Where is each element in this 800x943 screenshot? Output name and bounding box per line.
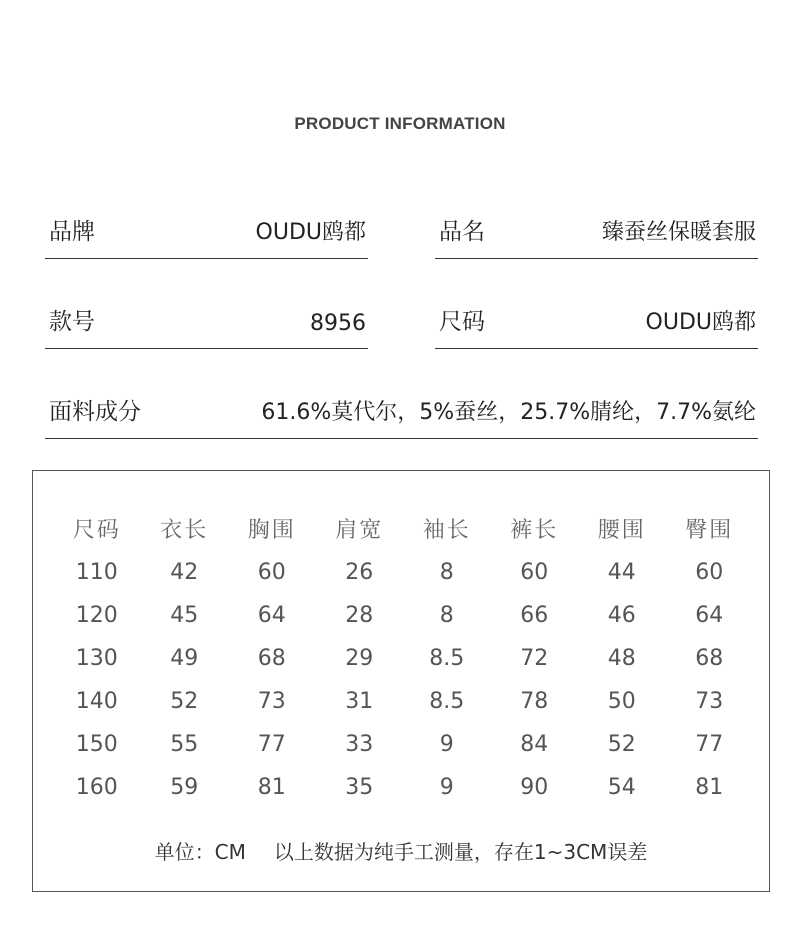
- model-value: 8956: [310, 311, 366, 336]
- fabric-row: [45, 380, 758, 439]
- table-cell: 130: [75, 646, 118, 671]
- table-cell: 68: [257, 646, 286, 671]
- measure-note: 以上数据为纯手工测量，存在1~3CM误差: [273, 840, 648, 864]
- product-name-value: 臻蚕丝保暖套服: [601, 220, 756, 245]
- table-cell: 29: [345, 646, 374, 671]
- table-cell: 52: [607, 732, 636, 757]
- table-cell: 60: [695, 560, 724, 585]
- size-row: [435, 290, 758, 349]
- table-cell: 81: [257, 775, 286, 800]
- table-cell: 60: [257, 560, 286, 585]
- table-row: [53, 766, 753, 809]
- table-cell: 66: [520, 603, 549, 628]
- table-cell: 64: [257, 603, 286, 628]
- table-cell: 72: [520, 646, 549, 671]
- size-chart: [32, 470, 770, 892]
- table-row: [53, 723, 753, 766]
- table-cell: 150: [75, 732, 118, 757]
- table-cell: 8: [439, 560, 454, 585]
- table-cell: 52: [170, 689, 199, 714]
- table-cell: 42: [170, 560, 199, 585]
- unit-note: 单位：CM: [154, 840, 246, 864]
- table-cell: 54: [607, 775, 636, 800]
- size-table: [53, 505, 753, 809]
- header-size: 尺码: [72, 517, 121, 543]
- table-cell: 81: [695, 775, 724, 800]
- size-value: OUDU鸥都: [645, 310, 756, 335]
- header-hip: 臀围: [685, 517, 734, 543]
- table-cell: 9: [439, 732, 454, 757]
- table-header-row: [53, 505, 753, 551]
- table-cell: 48: [607, 646, 636, 671]
- table-cell: 28: [345, 603, 374, 628]
- table-cell: 60: [520, 560, 549, 585]
- header-pants-length: 裤长: [510, 517, 559, 543]
- page-title: PRODUCT INFORMATION: [294, 114, 506, 133]
- table-row: [53, 637, 753, 680]
- table-cell: 64: [695, 603, 724, 628]
- brand-label: 品牌: [49, 219, 95, 245]
- measurement-note: [33, 836, 769, 865]
- table-cell: 35: [345, 775, 374, 800]
- table-cell: 90: [520, 775, 549, 800]
- fabric-value: 61.6%莫代尔，5%蚕丝，25.7%腈纶，7.7%氨纶: [261, 400, 756, 425]
- header-waist: 腰围: [597, 517, 646, 543]
- table-row: [53, 551, 753, 594]
- table-cell: 33: [345, 732, 374, 757]
- table-cell: 78: [520, 689, 549, 714]
- table-cell: 120: [75, 603, 118, 628]
- table-cell: 55: [170, 732, 199, 757]
- table-cell: 140: [75, 689, 118, 714]
- table-cell: 45: [170, 603, 199, 628]
- size-label: 尺码: [439, 309, 485, 335]
- table-cell: 59: [170, 775, 199, 800]
- table-cell: 8.5: [429, 689, 465, 714]
- table-cell: 77: [257, 732, 286, 757]
- table-cell: 46: [607, 603, 636, 628]
- table-cell: 77: [695, 732, 724, 757]
- fabric-label: 面料成分: [49, 399, 141, 425]
- table-cell: 160: [75, 775, 118, 800]
- product-name-row: [435, 200, 758, 259]
- header-shoulder: 肩宽: [335, 517, 384, 543]
- table-cell: 31: [345, 689, 374, 714]
- table-cell: 8.5: [429, 646, 465, 671]
- brand-row: [45, 200, 368, 259]
- brand-value: OUDU鸥都: [255, 220, 366, 245]
- model-row: [45, 290, 368, 349]
- table-cell: 73: [695, 689, 724, 714]
- table-cell: 44: [607, 560, 636, 585]
- table-cell: 9: [439, 775, 454, 800]
- table-row: [53, 594, 753, 637]
- table-cell: 8: [439, 603, 454, 628]
- product-name-label: 品名: [439, 219, 485, 245]
- table-cell: 50: [607, 689, 636, 714]
- model-label: 款号: [49, 309, 95, 335]
- header-sleeve: 袖长: [422, 517, 471, 543]
- table-cell: 68: [695, 646, 724, 671]
- table-row: [53, 680, 753, 723]
- table-cell: 110: [75, 560, 118, 585]
- table-cell: 73: [257, 689, 286, 714]
- table-cell: 84: [520, 732, 549, 757]
- table-cell: 26: [345, 560, 374, 585]
- header-chest: 胸围: [247, 517, 296, 543]
- header-top-length: 衣长: [160, 517, 209, 543]
- table-cell: 49: [170, 646, 199, 671]
